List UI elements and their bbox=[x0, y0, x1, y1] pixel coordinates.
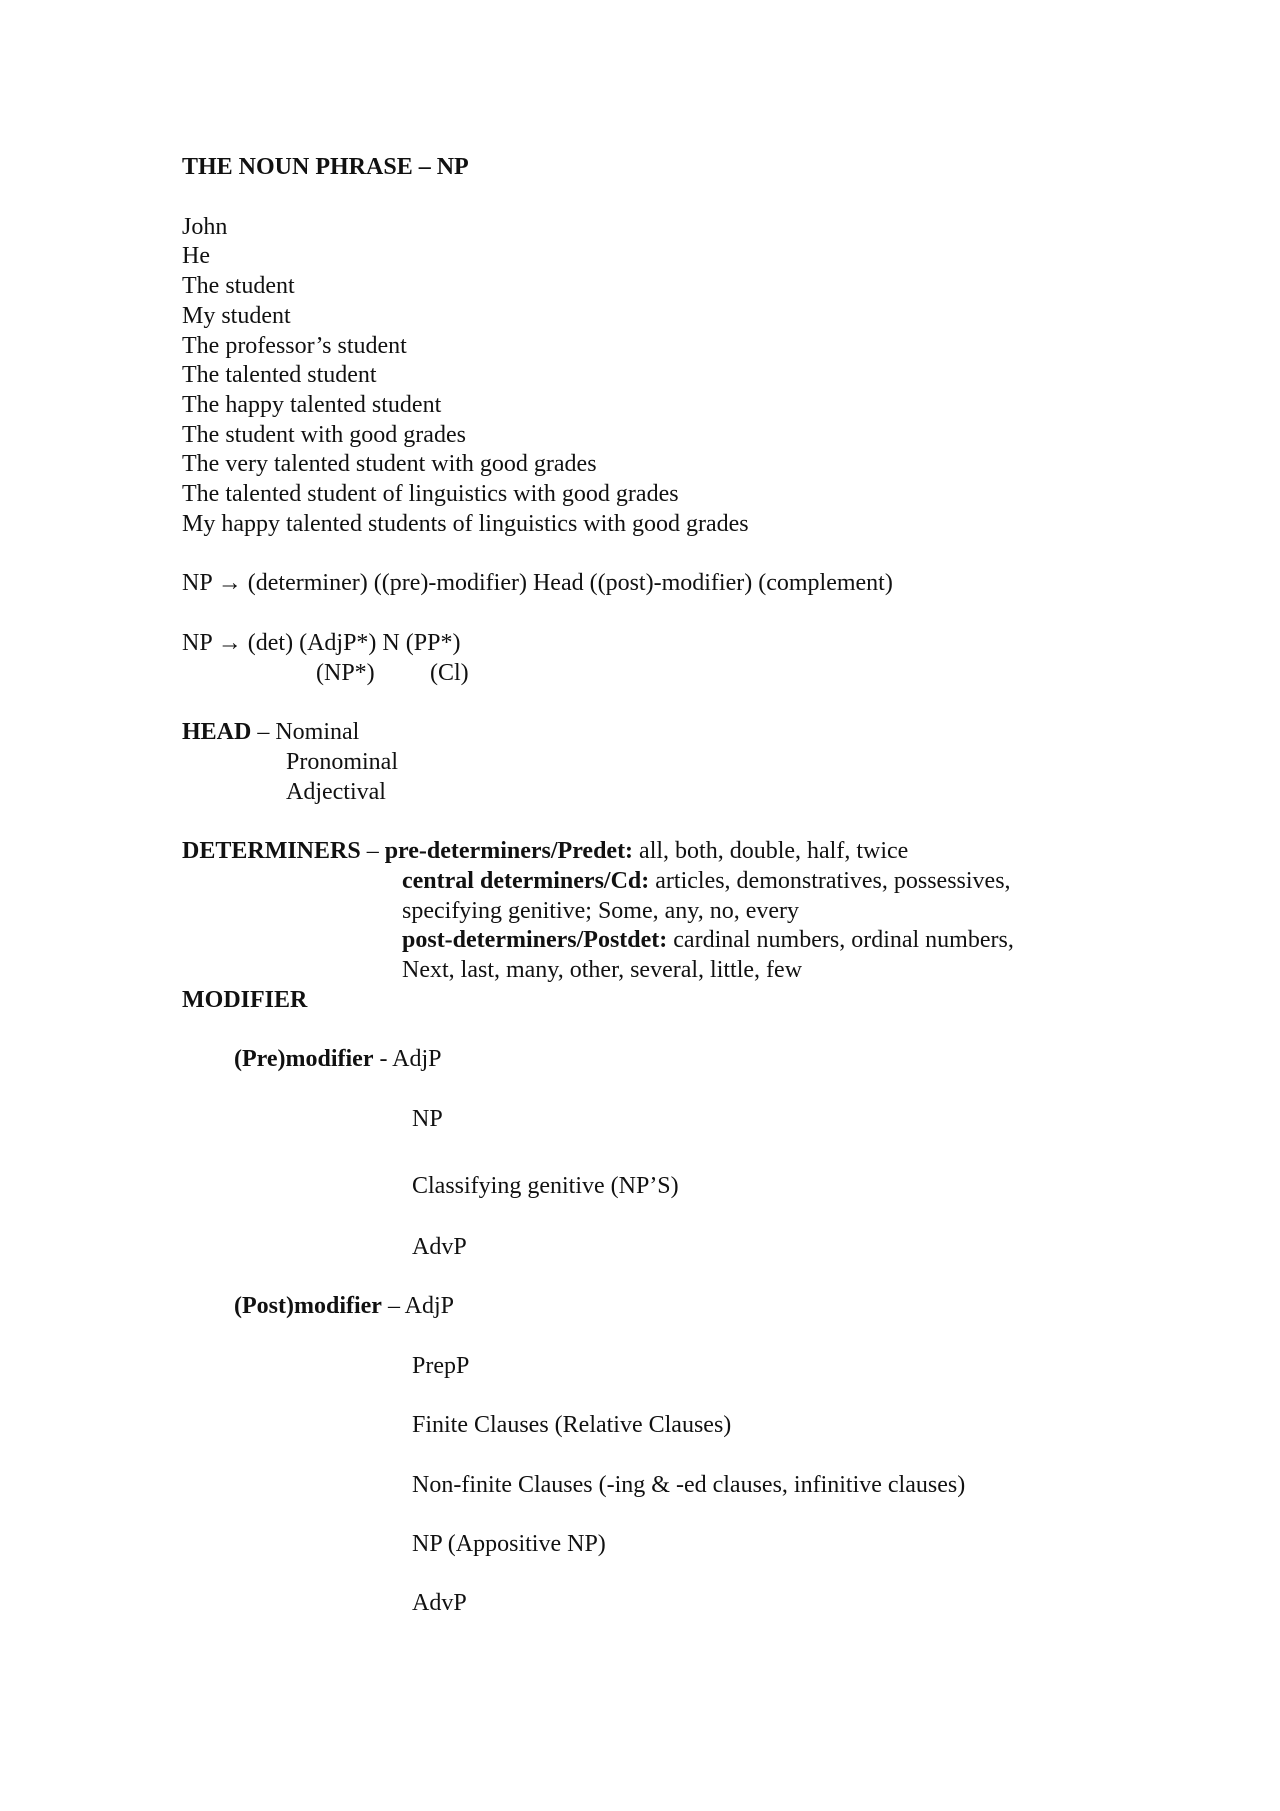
np-rule-alt-np: (NP*) bbox=[316, 660, 375, 686]
np-rule-abbrev: NP → (det) (AdjP*) N (PP*) bbox=[182, 630, 461, 656]
postmodifier-item: AdvP bbox=[412, 1590, 467, 1616]
head-type: Adjectival bbox=[286, 779, 386, 805]
example-line: The talented student bbox=[182, 362, 377, 388]
post-determiners: post-determiners/Postdet: cardinal numbers, ordinal numbers, bbox=[402, 927, 1014, 953]
postmodifier-item: PrepP bbox=[412, 1353, 470, 1379]
postmodifier-item: Non-finite Clauses (-ing & -ed clauses, infinitive clauses) bbox=[412, 1472, 966, 1498]
example-line: He bbox=[182, 243, 210, 269]
example-line: My happy talented students of linguistics with good grades bbox=[182, 511, 749, 537]
premodifier-item: AdvP bbox=[412, 1234, 467, 1260]
central-determiners: central determiners/Cd: articles, demonstratives, possessives, bbox=[402, 868, 1011, 894]
determiners-heading: DETERMINERS – pre-determiners/Predet: all, both, double, half, twice bbox=[182, 838, 909, 864]
postmodifier-heading: (Post)modifier – AdjP bbox=[234, 1293, 454, 1319]
central-determiners-cont: specifying genitive; Some, any, no, every bbox=[402, 898, 800, 924]
post-determiners-cont: Next, last, many, other, several, little, few bbox=[402, 957, 803, 983]
postmodifier-item: Finite Clauses (Relative Clauses) bbox=[412, 1412, 732, 1438]
np-rule-alt-cl: (Cl) bbox=[430, 660, 469, 686]
example-line: The student with good grades bbox=[182, 422, 466, 448]
np-rule-full: NP → (determiner) ((pre)-modifier) Head ((post)-modifier) (complement) bbox=[182, 570, 893, 596]
example-line: The very talented student with good grades bbox=[182, 451, 597, 477]
example-line: My student bbox=[182, 303, 291, 329]
premodifier-item: Classifying genitive (NP’S) bbox=[412, 1173, 679, 1199]
postmodifier-item: NP (Appositive NP) bbox=[412, 1531, 606, 1557]
modifier-heading: MODIFIER bbox=[182, 987, 308, 1013]
example-line: The student bbox=[182, 273, 295, 299]
example-line: John bbox=[182, 214, 228, 240]
example-line: The happy talented student bbox=[182, 392, 442, 418]
premodifier-item: NP bbox=[412, 1106, 443, 1132]
example-line: The talented student of linguistics with good grades bbox=[182, 481, 679, 507]
premodifier-heading: (Pre)modifier - AdjP bbox=[234, 1046, 442, 1072]
head-type: Pronominal bbox=[286, 749, 398, 775]
page-title: THE NOUN PHRASE – NP bbox=[182, 154, 469, 180]
head-heading: HEAD – Nominal bbox=[182, 719, 360, 745]
example-line: The professor’s student bbox=[182, 333, 407, 359]
